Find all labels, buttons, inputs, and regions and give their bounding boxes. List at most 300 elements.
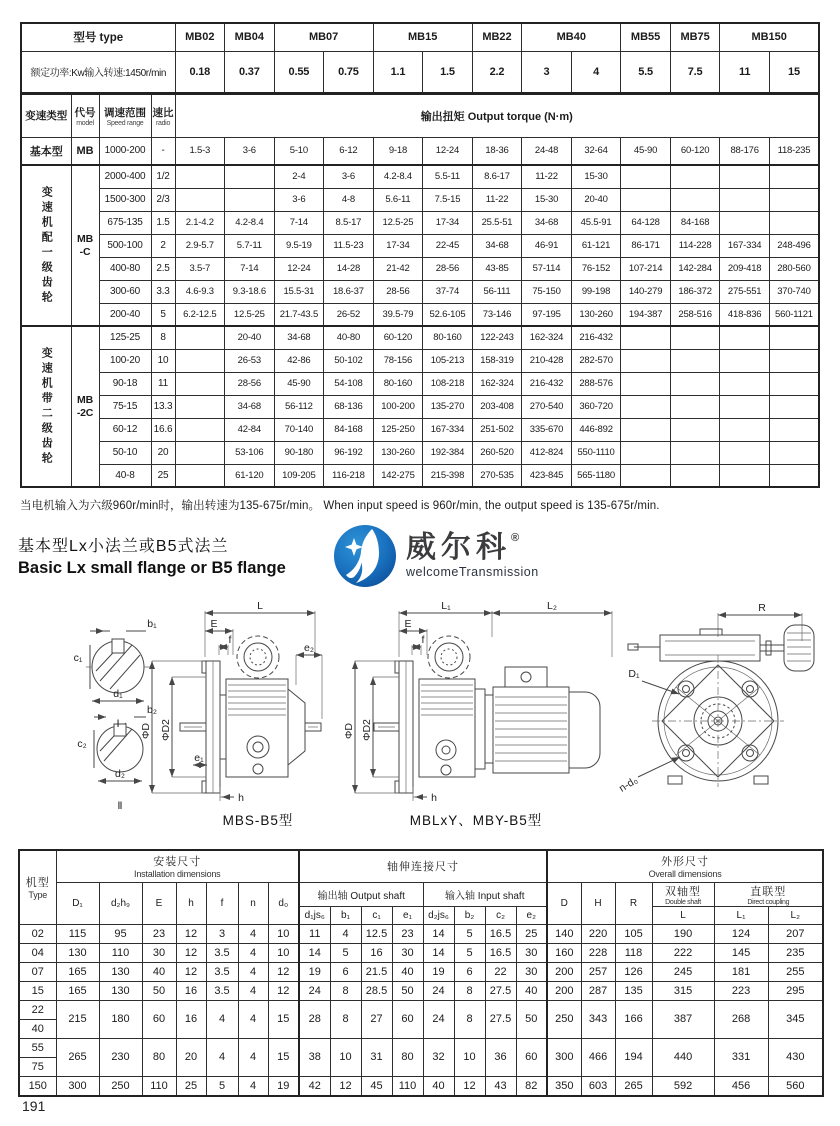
torque-value: 45-90 <box>621 137 671 165</box>
dim-value: 350 <box>547 1076 581 1096</box>
dim-value: 130 <box>99 962 142 981</box>
torque-value: 167-334 <box>423 418 473 441</box>
torque-value: 20-40 <box>225 326 275 349</box>
spec-power-value: 1.5 <box>423 51 473 93</box>
torque-value: 56-111 <box>472 280 522 303</box>
group-name: 变速机配一级齿轮 <box>21 165 71 326</box>
dim-col-3: h <box>176 882 206 924</box>
dim-value: 287 <box>581 981 615 1000</box>
section-label-2: Ⅱ <box>117 800 123 812</box>
dim-col-4: f <box>206 882 238 924</box>
torque-value: 122-243 <box>472 326 522 349</box>
torque-value <box>720 326 770 349</box>
torque-value: 335-670 <box>522 418 572 441</box>
dim-label-R: R <box>758 602 766 614</box>
dim-value: 315 <box>652 981 714 1000</box>
page-number: 191 <box>22 1098 46 1114</box>
torque-value: 162-324 <box>522 326 572 349</box>
torque-value <box>720 464 770 487</box>
section-title-en: Basic Lx small flange or B5 flange <box>18 559 286 577</box>
dim-value: 181 <box>714 962 768 981</box>
dim-value: 40 <box>516 981 547 1000</box>
ratio: 20 <box>151 441 175 464</box>
spec-power-value: 1.1 <box>373 51 423 93</box>
ratio: 25 <box>151 464 175 487</box>
spec-model-header: MB02 <box>175 23 225 51</box>
dim-value: 24 <box>423 981 454 1000</box>
torque-value <box>175 372 225 395</box>
torque-value <box>175 349 225 372</box>
dim-row-type: 02 <box>19 924 56 943</box>
torque-value: 96-192 <box>324 441 374 464</box>
torque-value <box>670 372 720 395</box>
torque-value: 56-112 <box>274 395 324 418</box>
dim-value: 10 <box>268 924 299 943</box>
torque-value: 42-86 <box>274 349 324 372</box>
dim-output-col: e₁ <box>392 906 423 924</box>
spec-model-header: MB55 <box>621 23 671 51</box>
torque-value: 6-12 <box>324 137 374 165</box>
torque-value: 12.5-25 <box>225 303 275 326</box>
speed-range: 50-10 <box>99 441 151 464</box>
dim-label-L2: L₂ <box>547 600 557 612</box>
dim-value: 295 <box>768 981 823 1000</box>
caption-mbs: MBS-B5型 <box>222 813 294 828</box>
logo-text <box>406 533 539 579</box>
torque-value: 4.2-8.4 <box>373 165 423 188</box>
dim-value: 42 <box>299 1076 330 1096</box>
torque-value: 34-68 <box>225 395 275 418</box>
dim-value: 27.5 <box>485 981 516 1000</box>
torque-value <box>720 395 770 418</box>
group-model: MB -2C <box>71 326 99 487</box>
ratio: 10 <box>151 349 175 372</box>
dim-value: 3 <box>206 924 238 943</box>
dim-value: 255 <box>768 962 823 981</box>
spec-model-header: MB150 <box>720 23 819 51</box>
torque-value <box>769 372 819 395</box>
dim-value: 30 <box>516 943 547 962</box>
spec-power-value: 7.5 <box>670 51 720 93</box>
dim-value: 250 <box>99 1076 142 1096</box>
dim-value: 30 <box>392 943 423 962</box>
dim-value: 140 <box>547 924 581 943</box>
torque-value: 68-136 <box>324 395 374 418</box>
col-ratio-header: 速比 radio <box>151 93 175 137</box>
torque-value: 61-120 <box>225 464 275 487</box>
torque-value: 5-10 <box>274 137 324 165</box>
dim-value: 4 <box>238 1038 268 1076</box>
dim-value: 12 <box>454 1076 485 1096</box>
section-header <box>18 523 840 597</box>
spec-power-value: 0.18 <box>175 51 225 93</box>
torque-value: 130-260 <box>571 303 621 326</box>
spec-power-value: 3 <box>522 51 572 93</box>
spec-model-header: MB04 <box>225 23 275 51</box>
dim-value: 4 <box>238 981 268 1000</box>
torque-value: 370-740 <box>769 280 819 303</box>
section-titles <box>18 523 318 578</box>
torque-value <box>769 188 819 211</box>
dim-value: 115 <box>56 924 99 943</box>
spec-power-value: 2.2 <box>472 51 522 93</box>
dim-value: 43 <box>485 1076 516 1096</box>
dim-value: 8 <box>454 1000 485 1038</box>
dim-type-header: 机型 Type <box>19 850 56 924</box>
dim-label-D1: D₁ <box>628 668 640 680</box>
spec-power-value: 15 <box>769 51 819 93</box>
dim-value: 300 <box>56 1076 99 1096</box>
torque-value: 80-160 <box>373 372 423 395</box>
torque-value: 125-250 <box>373 418 423 441</box>
mblxy-drawing <box>355 611 612 801</box>
dim-overall-col: R <box>615 882 652 924</box>
torque-value <box>175 441 225 464</box>
dim-value: 440 <box>652 1038 714 1076</box>
torque-value <box>720 211 770 234</box>
dim-value: 12 <box>268 981 299 1000</box>
torque-value: 162-324 <box>472 372 522 395</box>
torque-value: 216-432 <box>522 372 572 395</box>
torque-value: 75-150 <box>522 280 572 303</box>
dim-label-h-mblxy: h <box>431 792 437 804</box>
dim-value: 27.5 <box>485 1000 516 1038</box>
torque-value: 142-275 <box>373 464 423 487</box>
dim-value: 23 <box>392 924 423 943</box>
torque-value: 100-200 <box>373 395 423 418</box>
dim-value: 40 <box>142 962 176 981</box>
torque-value <box>670 349 720 372</box>
dim-value: 4 <box>238 943 268 962</box>
dim-row-type: 04 <box>19 943 56 962</box>
speed-range: 75-15 <box>99 395 151 418</box>
dim-install-header: 安装尺寸 Installation dimensions <box>56 850 299 882</box>
dim-value: 80 <box>392 1038 423 1076</box>
torque-value: 25.5-51 <box>472 211 522 234</box>
dim-value: 95 <box>99 924 142 943</box>
torque-value: 114-228 <box>670 234 720 257</box>
torque-value: 45.5-91 <box>571 211 621 234</box>
torque-value: 15.5-31 <box>274 280 324 303</box>
torque-value: 46-91 <box>522 234 572 257</box>
torque-value <box>621 349 671 372</box>
dim-output-col: c₁ <box>361 906 392 924</box>
torque-value: 99-198 <box>571 280 621 303</box>
dim-col-1: d₂h₉ <box>99 882 142 924</box>
dim-value: 222 <box>652 943 714 962</box>
torque-value: 270-540 <box>522 395 572 418</box>
torque-value: 60-120 <box>670 137 720 165</box>
torque-value: 60-120 <box>373 326 423 349</box>
dim-row-type: 22 <box>19 1000 56 1019</box>
dim-label-E-mblxy: E <box>404 618 412 630</box>
torque-value <box>175 395 225 418</box>
torque-value: 194-387 <box>621 303 671 326</box>
spec-type-header: 型号 type <box>21 23 175 51</box>
torque-value: 565-1180 <box>571 464 621 487</box>
torque-value <box>769 441 819 464</box>
torque-value: 34-68 <box>274 326 324 349</box>
dim-L12-col: L₁ <box>714 906 768 924</box>
torque-value: 37-74 <box>423 280 473 303</box>
torque-value: 550-1110 <box>571 441 621 464</box>
ratio: 8 <box>151 326 175 349</box>
dim-value: 28 <box>299 1000 330 1038</box>
dim-value: 10 <box>454 1038 485 1076</box>
speed-range: 400-80 <box>99 257 151 280</box>
torque-value: 6.2-12.5 <box>175 303 225 326</box>
torque-value: 78-156 <box>373 349 423 372</box>
torque-value: 43-85 <box>472 257 522 280</box>
dim-label-phiD-mblxy: ΦD <box>343 723 355 739</box>
torque-value: 11-22 <box>472 188 522 211</box>
dim-value: 268 <box>714 1000 768 1038</box>
dim-value: 12 <box>330 1076 361 1096</box>
torque-value: 57-114 <box>522 257 572 280</box>
dim-value: 23 <box>142 924 176 943</box>
torque-value: 52.6-105 <box>423 303 473 326</box>
dim-value: 22 <box>485 962 516 981</box>
dim-value: 30 <box>516 962 547 981</box>
dim-value: 126 <box>615 962 652 981</box>
dim-value: 16 <box>361 943 392 962</box>
logo-mark-icon <box>332 523 398 589</box>
torque-value: 3-6 <box>225 137 275 165</box>
dim-value: 38 <box>299 1038 330 1076</box>
torque-value: 560-1121 <box>769 303 819 326</box>
torque-value: 26-53 <box>225 349 275 372</box>
dim-label-n-d0: n-d₀ <box>616 774 640 795</box>
torque-value: 2.1-4.2 <box>175 211 225 234</box>
torque-value: 20-40 <box>571 188 621 211</box>
col-model-header: 代号 model <box>71 93 99 137</box>
dim-label-E-mbs: E <box>210 618 218 630</box>
dim-value: 4 <box>238 1076 268 1096</box>
speed-range: 500-100 <box>99 234 151 257</box>
torque-value <box>670 165 720 188</box>
dim-value: 180 <box>99 1000 142 1038</box>
dim-value: 4 <box>238 1000 268 1038</box>
dim-input-col: d₂js₆ <box>423 906 454 924</box>
torque-value: 3.5-7 <box>175 257 225 280</box>
dim-input-col: c₂ <box>485 906 516 924</box>
torque-value: 130-260 <box>373 441 423 464</box>
dim-label-phiD2-mbs: ΦD2 <box>160 719 172 741</box>
dim-label-h-mbs: h <box>238 792 244 804</box>
speed-range: 300-60 <box>99 280 151 303</box>
dim-input-col: b₂ <box>454 906 485 924</box>
torque-value <box>621 188 671 211</box>
group-name: 变速机带二级齿轮 <box>21 326 71 487</box>
dim-label-f-mblxy: f <box>421 634 425 646</box>
dim-value: 15 <box>268 1038 299 1076</box>
torque-value: 158-319 <box>472 349 522 372</box>
torque-value <box>225 188 275 211</box>
torque-value: 11.5-23 <box>324 234 374 257</box>
dim-row-type: 150 <box>19 1076 56 1096</box>
torque-value: 209-418 <box>720 257 770 280</box>
torque-value: 17-34 <box>373 234 423 257</box>
dim-value: 3.5 <box>206 962 238 981</box>
dim-col-2: E <box>142 882 176 924</box>
dim-value: 4 <box>238 962 268 981</box>
torque-value: 1.5-3 <box>175 137 225 165</box>
torque-value: 4-8 <box>324 188 374 211</box>
dim-value: 135 <box>615 981 652 1000</box>
dim-value: 12 <box>176 962 206 981</box>
dim-row-type: 55 <box>19 1038 56 1057</box>
dim-value: 3.5 <box>206 981 238 1000</box>
col-speed-header: 调速范围 Speed range <box>99 93 151 137</box>
dim-label-f-mbs: f <box>228 634 232 646</box>
dim-output-col: b₁ <box>330 906 361 924</box>
dim-col-0: D₁ <box>56 882 99 924</box>
torque-value: 4.2-8.4 <box>225 211 275 234</box>
dim-value: 560 <box>768 1076 823 1096</box>
speed-range: 60-12 <box>99 418 151 441</box>
dim-value: 145 <box>714 943 768 962</box>
torque-value <box>670 326 720 349</box>
torque-value: 45-90 <box>274 372 324 395</box>
torque-value <box>225 165 275 188</box>
torque-value: 42-84 <box>225 418 275 441</box>
dim-value: 257 <box>581 962 615 981</box>
dim-label-L1: L₁ <box>441 600 451 612</box>
dim-L12-col: L₂ <box>768 906 823 924</box>
torque-value <box>769 349 819 372</box>
dim-value: 12 <box>176 943 206 962</box>
torque-value: 54-108 <box>324 372 374 395</box>
technical-drawings <box>0 597 840 843</box>
torque-value <box>621 441 671 464</box>
torque-value <box>720 349 770 372</box>
dim-output-shaft-header: 输出轴 Output shaft <box>299 882 423 906</box>
ratio: 2 <box>151 234 175 257</box>
torque-value: 84-168 <box>324 418 374 441</box>
dim-value: 80 <box>142 1038 176 1076</box>
torque-value: 258-516 <box>670 303 720 326</box>
spec-model-header: MB15 <box>373 23 472 51</box>
speed-range: 90-18 <box>99 372 151 395</box>
torque-value <box>720 165 770 188</box>
speed-range: 200-40 <box>99 303 151 326</box>
torque-value <box>175 165 225 188</box>
spec-model-header: MB40 <box>522 23 621 51</box>
torque-value <box>769 418 819 441</box>
dim-value: 165 <box>56 962 99 981</box>
dim-value: 6 <box>454 962 485 981</box>
torque-value: 116-218 <box>324 464 374 487</box>
torque-value: 7.5-15 <box>423 188 473 211</box>
dim-value: 230 <box>99 1038 142 1076</box>
spec-power-value: 4 <box>571 51 621 93</box>
dim-value: 118 <box>615 943 652 962</box>
torque-value: 423-845 <box>522 464 572 487</box>
dim-value: 110 <box>142 1076 176 1096</box>
torque-value: 18.6-37 <box>324 280 374 303</box>
dim-value: 19 <box>299 962 330 981</box>
dim-value: 265 <box>56 1038 99 1076</box>
torque-value: 24-48 <box>522 137 572 165</box>
torque-value: 50-102 <box>324 349 374 372</box>
speed-range: 2000-400 <box>99 165 151 188</box>
torque-value: 21-42 <box>373 257 423 280</box>
torque-value: 412-824 <box>522 441 572 464</box>
dim-value: 82 <box>516 1076 547 1096</box>
dim-value: 4 <box>238 924 268 943</box>
torque-value: 108-218 <box>423 372 473 395</box>
company-logo <box>332 523 539 589</box>
dim-value: 603 <box>581 1076 615 1096</box>
dim-label-L: L <box>257 600 263 612</box>
torque-value: 15-30 <box>571 165 621 188</box>
torque-value: 17-34 <box>423 211 473 234</box>
dim-input-shaft-header: 输入轴 Input shaft <box>423 882 547 906</box>
torque-value: 8.5-17 <box>324 211 374 234</box>
dim-value: 32 <box>423 1038 454 1076</box>
torque-value <box>670 441 720 464</box>
dim-label-phiD2-mblxy: ΦD2 <box>361 719 373 741</box>
dim-value: 8 <box>454 981 485 1000</box>
torque-value: 73-146 <box>472 303 522 326</box>
torque-value <box>670 188 720 211</box>
dim-value: 6 <box>330 962 361 981</box>
torque-value: 34-68 <box>472 234 522 257</box>
dim-value: 60 <box>142 1000 176 1038</box>
dim-value: 456 <box>714 1076 768 1096</box>
dim-value: 50 <box>142 981 176 1000</box>
torque-value: 215-398 <box>423 464 473 487</box>
dim-value: 387 <box>652 1000 714 1038</box>
dim-value: 15 <box>268 1000 299 1038</box>
spec-power-value: 5.5 <box>621 51 671 93</box>
torque-header: 输出扭矩 Output torque (N·m) <box>175 93 819 137</box>
col-variable-header: 变速类型 <box>21 93 71 137</box>
torque-value <box>769 395 819 418</box>
shaft-section-drawings <box>86 631 150 781</box>
ratio: 1/2 <box>151 165 175 188</box>
torque-value <box>621 395 671 418</box>
torque-value: 26-52 <box>324 303 374 326</box>
torque-value: 5.7-11 <box>225 234 275 257</box>
torque-value: 12.5-25 <box>373 211 423 234</box>
dim-value: 250 <box>547 1000 581 1038</box>
dim-value: 14 <box>423 943 454 962</box>
torque-value: 107-214 <box>621 257 671 280</box>
torque-value: 203-408 <box>472 395 522 418</box>
torque-value: 34-68 <box>522 211 572 234</box>
dim-value: 12.5 <box>361 924 392 943</box>
dim-value: 40 <box>423 1076 454 1096</box>
dim-value: 30 <box>142 943 176 962</box>
caption-mblxy: MBLxY、MBY-B5型 <box>409 813 543 828</box>
dim-value: 60 <box>392 1000 423 1038</box>
dim-value: 45 <box>361 1076 392 1096</box>
spec-model-header: MB75 <box>670 23 720 51</box>
dim-value: 5 <box>454 943 485 962</box>
torque-value: 11-22 <box>522 165 572 188</box>
section-title-zh: 基本型Lx小法兰或B5式法兰 <box>18 538 229 555</box>
dim-value: 16.5 <box>485 943 516 962</box>
ratio: 2/3 <box>151 188 175 211</box>
torque-value <box>720 441 770 464</box>
dim-value: 21.5 <box>361 962 392 981</box>
dim-value: 10 <box>268 943 299 962</box>
torque-value: 192-384 <box>423 441 473 464</box>
torque-value <box>621 372 671 395</box>
dim-value: 331 <box>714 1038 768 1076</box>
torque-value: 3-6 <box>324 165 374 188</box>
